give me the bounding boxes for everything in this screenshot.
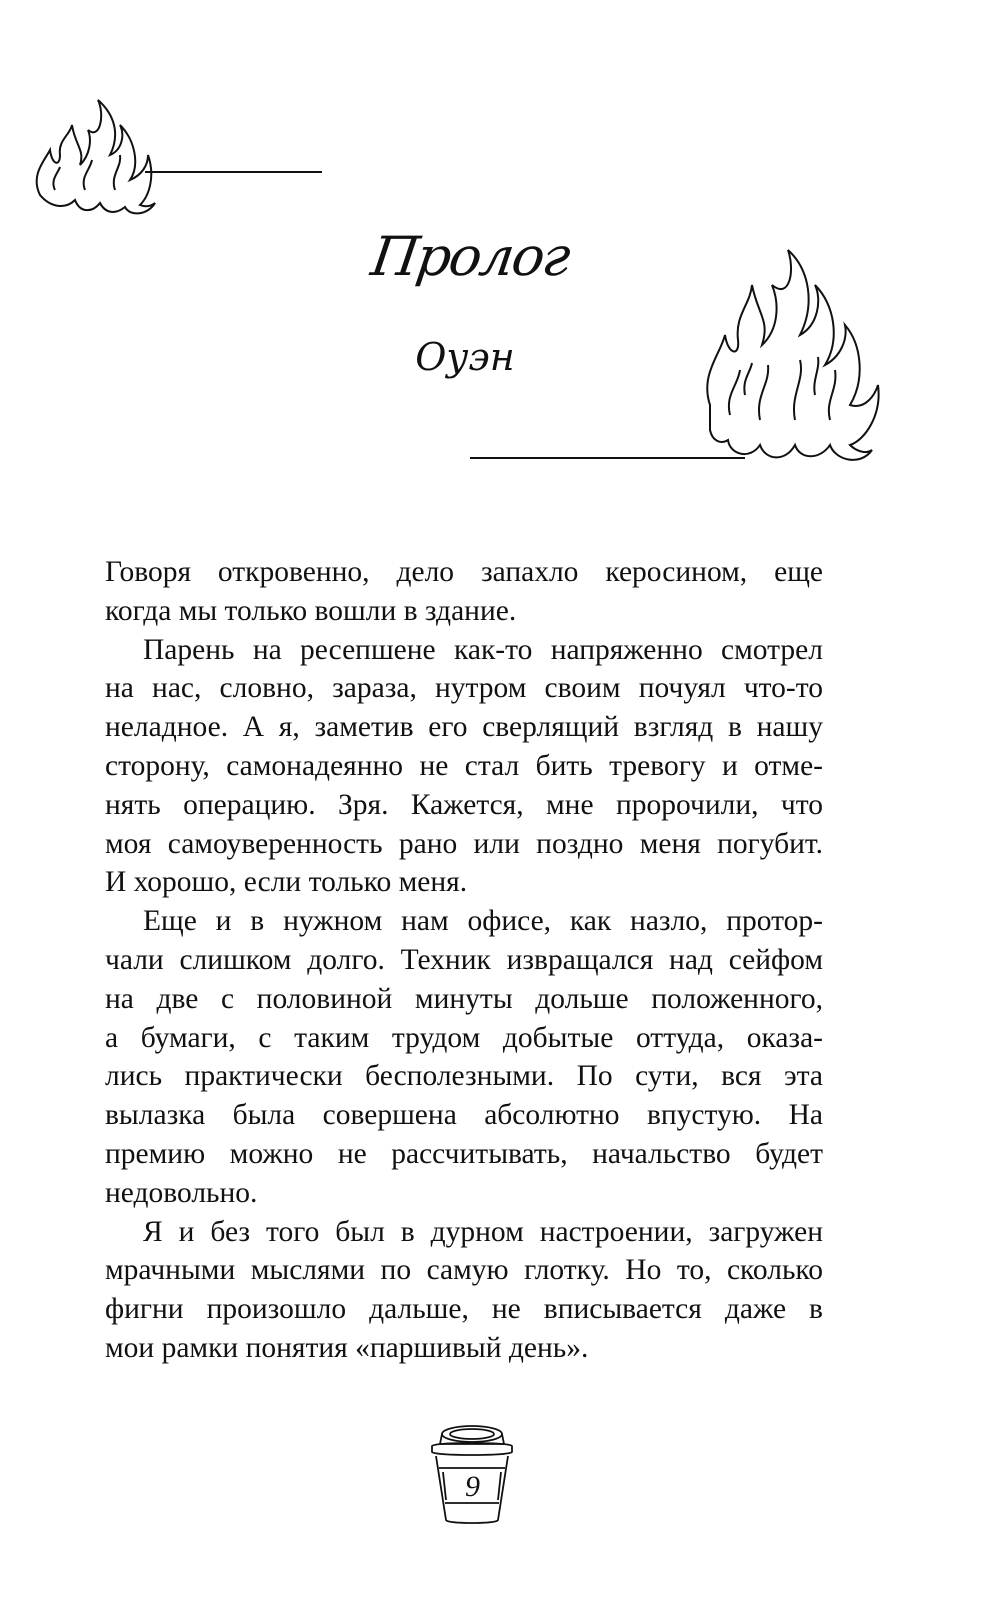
- text-line: на две с половиной минуты дольше положенного,: [105, 982, 823, 1015]
- paragraph: [105, 1213, 823, 1368]
- text-line: премию можно не рассчитывать, начальство будет: [105, 1137, 823, 1170]
- text-line: а бумаги, с таким трудом добытые оттуда, оказа-: [105, 1021, 823, 1054]
- chapter-title: Пролог: [367, 225, 573, 288]
- text-line: неладное. А я, заметив его сверлящий взгляд в нашу: [105, 711, 823, 744]
- paragraph: [105, 631, 823, 903]
- text-line: моя самоуверенность рано или поздно меня погубит.: [105, 827, 823, 860]
- text-line: Еще и в нужном нам офисе, как назло, протор-: [143, 905, 823, 938]
- flame-ornament-top-left: [30, 95, 160, 225]
- text-line: мрачными мыслями по самую глотку. Но то, сколько: [105, 1254, 823, 1287]
- text-line: вылазка была совершена абсолютно впустую. На: [105, 1099, 823, 1132]
- text-line: когда мы только вошли в здание.: [105, 594, 517, 627]
- text-line: И хорошо, если только меня.: [105, 866, 468, 899]
- top-rule: [145, 171, 322, 173]
- chapter-subtitle: Оуэн: [415, 335, 515, 379]
- text-line: чали слишком долго. Техник извращался над сейфом: [105, 943, 823, 976]
- text-line: лись практически бесполезными. По сути, вся эта: [105, 1060, 823, 1093]
- text-line: на нас, словно, зараза, нутром своим почуял что-то: [105, 672, 823, 705]
- text-line: нять операцию. Зря. Кажется, мне пророчили, что: [105, 788, 823, 821]
- page-number: 9: [465, 1470, 480, 1503]
- text-line: сторону, самонадеянно не стал бить тревогу и отме-: [105, 749, 823, 782]
- text-line: фигни произошло дальше, не вписывается даже в: [105, 1293, 823, 1326]
- bottom-rule: [470, 457, 745, 459]
- paragraph: [105, 553, 823, 631]
- text-line: недовольно.: [105, 1176, 258, 1209]
- flame-ornament-right: [700, 245, 885, 470]
- paragraph: [105, 902, 823, 1212]
- text-line: Говоря откровенно, дело запахло керосином, еще: [105, 556, 823, 588]
- text-line: Я и без того был в дурном настроении, загружен: [143, 1215, 823, 1248]
- text-line: мои рамки понятия «паршивый день».: [105, 1331, 589, 1364]
- body-text: [105, 553, 823, 1368]
- text-line: Парень на ресепшене как-то напряженно смотрел: [143, 633, 823, 666]
